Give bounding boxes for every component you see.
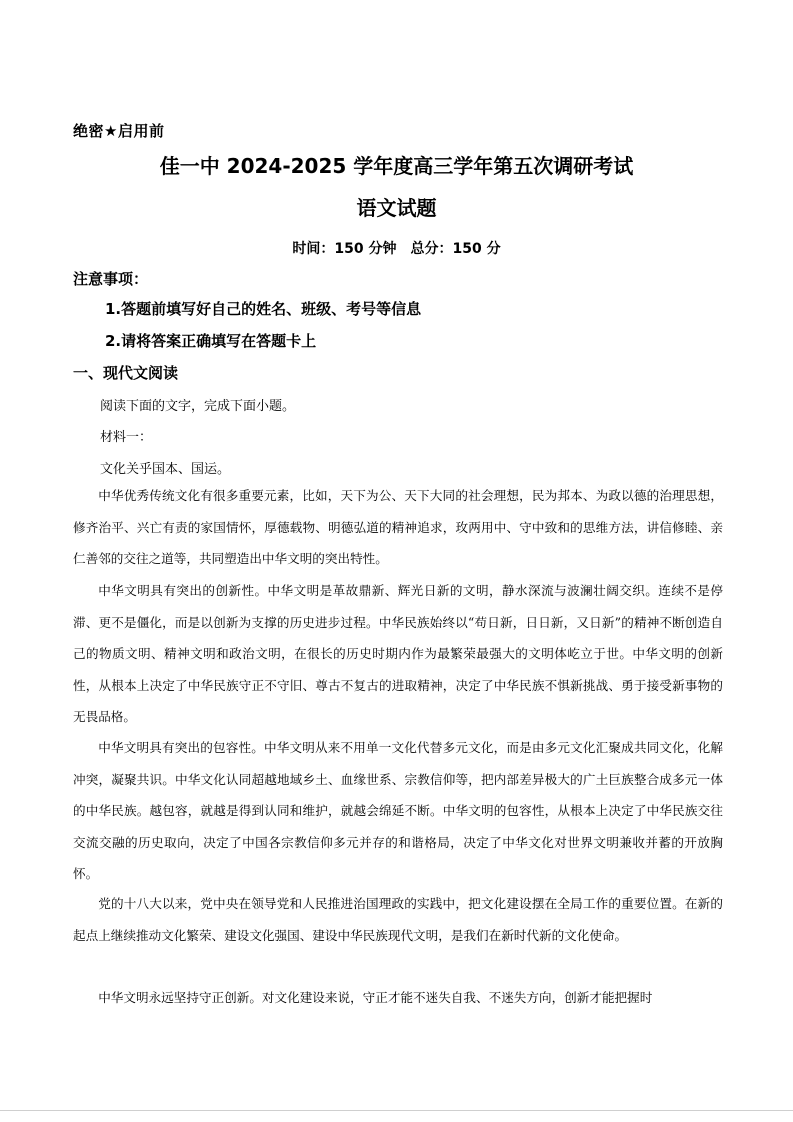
body-paragraph: 中华文明具有突出的创新性。中华文明是革故鼎新、辉光日新的文明，静水深流与波澜壮阔交织。连续不是停滞、更不是僵化，而是以创新为支撑的历史进步过程。中华民族始终以“苟日新，日日新，又日新”的精神不断创造自己的物质文明、精神文明和政治文明，在很长的历史时期内作为最繁荣最强大的文明体屹立于世。中华文明的创新性，从根本上决定了中华民族守正不守旧、尊古不复古的进取精神，决定了中华民族不惧新挑战、勇于接受新事物的无畏品格。 — [73, 583, 723, 724]
page-bottom-divider — [0, 1110, 793, 1111]
exam-title: 佳一中 2024-2025 学年度高三学年第五次调研考试 — [159, 154, 634, 178]
lead-sentence: 文化关乎国本、国运。 — [100, 462, 231, 477]
body-paragraph: 中华优秀传统文化有很多重要元素，比如，天下为公、天下大同的社会理想，民为邦本、为政以德的治理思想，修齐治平、兴亡有责的家国情怀，厚德载物、明德弘道的精神追求，玫两用中、守中致和的思维方法，讲信修睦、亲仁善邻的交往之道等，共同塑造出中华文明的突出特性。 — [73, 488, 723, 566]
time-and-score-info: 时间：150 分钟 总分：150 分 — [292, 241, 501, 257]
reading-instruction: 阅读下面的文字，完成下面小题。 — [100, 399, 296, 414]
notice-item: 1.答题前填写好自己的姓名、班级、考号等信息 — [105, 300, 422, 318]
notice-heading: 注意事项： — [73, 270, 149, 288]
section-heading: 一、现代文阅读 — [73, 364, 179, 382]
body-paragraph: 中华文明具有突出的包容性。中华文明从来不用单一文化代替多元文化，而是由多元文化汇聚成共同文化，化解冲突，凝聚共识。中华文化认同超越地域乡土、血缘世系、宗教信仰等，把内部差异极大的广土巨族整合成多元一体的中华民族。越包容，就越是得到认同和维护，就越会绵延不断。中华文明的包容性，从根本上决定了中华民族交往交流交融的历史取向，决定了中国各宗教信仰多元并存的和谐格局，决定了中华文化对世界文明兼收并蓄的开放胸怀。 — [73, 740, 723, 881]
body-paragraph: 党的十八大以来，党中央在领导党和人民推进治国理政的实践中，把文化建设摆在全局工作的重要位置。在新的起点上继续推动文化繁荣、建设文化强国、建设中华民族现代文明，是我们在新时代新的文化使命。 — [73, 896, 723, 943]
confidential-label: 绝密★启用前 — [73, 122, 165, 140]
body-paragraph: 中华文明永远坚持守正创新。对文化建设来说，守正才能不迷失自我、不迷失方向，创新才能把握时 — [98, 990, 653, 1005]
subject-title: 语文试题 — [356, 196, 437, 220]
material-label: 材料一： — [100, 430, 153, 445]
notice-item: 2.请将答案正确填写在答题卡上 — [105, 332, 317, 350]
